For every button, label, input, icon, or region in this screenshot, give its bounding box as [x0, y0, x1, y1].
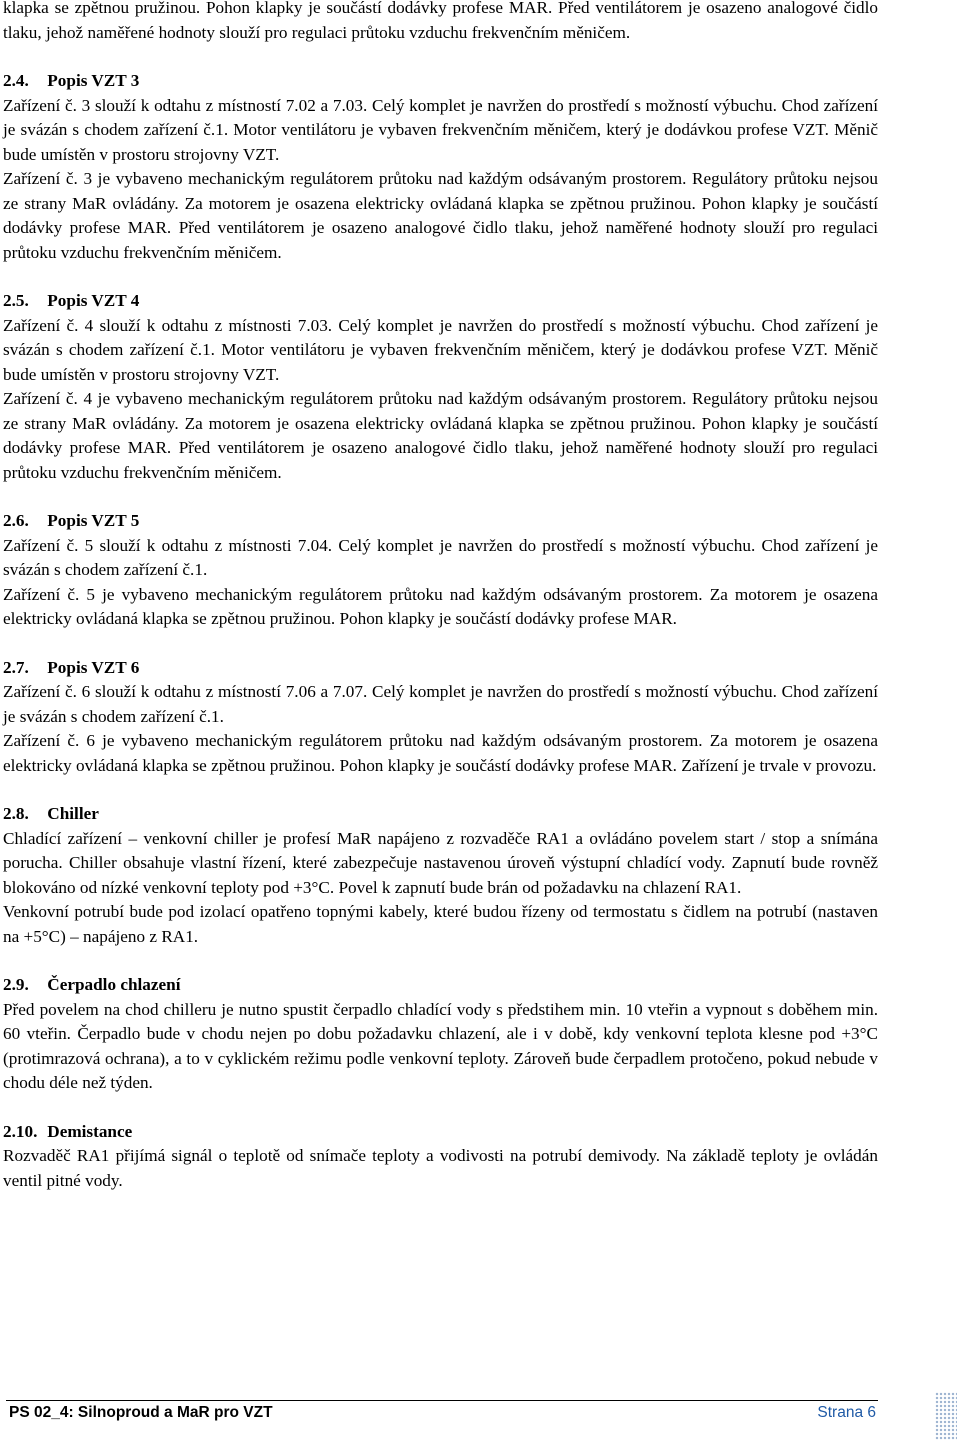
section-heading	[3, 1120, 878, 1145]
section-number: 2.7.	[3, 657, 29, 677]
footer-document-title: PS 02_4: Silnoproud a MaR pro VZT	[9, 1404, 273, 1421]
section-title: Popis VZT 3	[47, 71, 140, 90]
section-number: 2.5.	[3, 291, 29, 310]
section-number: 2.8.	[3, 804, 29, 823]
footer-page-number: Strana 6	[817, 1404, 876, 1421]
section-paragraph: Zařízení č. 5 je vybaveno mechanickým regulátorem průtoku nad každým odsávaným prostorem. Za motorem je osazena elektricky ovládaná klapka se zpětnou pružinou. Pohon klapky je součástí dodávky profese MAR.	[3, 584, 878, 628]
section-vzt4	[3, 289, 878, 485]
section-title: Demistance	[47, 1121, 133, 1141]
section-paragraph: Před povelem na chod chilleru je nutno spustit čerpadlo chladící vody s předstihem min. 10 vteřin a vypnout s doběhem min. 60 vteřin. Čerpadlo bude v chodu nejen po dobu požadavku chlazení, ale i v době, kdy venkovní teplota klesne pod +3°C (protimrazová ochrana), a to v cyklickém režimu podle venkovní teploty. Zároveň bude čerpadlem protočeno, pokud nebude v chodu déle než týden.	[3, 999, 878, 1092]
section-title: Popis VZT 6	[47, 657, 140, 677]
section-title: Chiller	[47, 804, 99, 823]
section-heading	[3, 656, 878, 681]
section-number: 2.6.	[3, 511, 29, 530]
section-title: Čerpadlo chlazení	[47, 975, 181, 994]
section-paragraph: Zařízení č. 4 slouží k odtahu z místnosti 7.03. Celý komplet je navržen do prostředí s možností výbuchu. Chod zařízení je svázán s chodem zařízení č.1. Motor ventilátoru je vybaven frekvenčním měničem, který je dodávkou profese VZT. Měnič bude umístěn v prostoru strojovny VZT.	[3, 315, 878, 384]
section-paragraph: Rozvaděč RA1 přijímá signál o teplotě od snímače teploty a vodivosti na potrubí demivody. Na základě teploty je ovládán ventil pitné vody.	[3, 1146, 878, 1190]
section-heading	[3, 69, 878, 94]
section-title: Popis VZT 4	[47, 291, 140, 310]
section-heading	[3, 973, 878, 998]
section-heading	[3, 802, 878, 827]
section-paragraph: Zařízení č. 6 je vybaveno mechanickým regulátorem průtoku nad každým odsávaným prostorem. Za motorem je osazena elektricky ovládaná klapka se zpětnou pružinou. Pohon klapky je součástí dodávky profese MAR. Zařízení je trvale v provozu.	[3, 731, 878, 775]
section-vzt6	[3, 656, 878, 779]
section-paragraph: Zařízení č. 3 je vybaveno mechanickým regulátorem průtoku nad každým odsávaným prostorem. Regulátory průtoku nejsou ze strany MaR ovládány. Za motorem je osazena elektricky ovládaná klapka se zpětnou pružinou. Pohon klapky je součástí dodávky profese MAR. Před ventilátorem je osazeno analogové čidlo tlaku, jehož naměřené hodnoty slouží pro regulaci průtoku vzduchu frekvenčním měničem.	[3, 169, 878, 262]
section-number: 2.10.	[3, 1121, 38, 1141]
section-demistance	[3, 1120, 878, 1194]
section-paragraph: Venkovní potrubí bude pod izolací opatřeno topnými kabely, které budou řízeny od termostatu s čidlem na potrubí (nastaven na +5°C) – napájeno z RA1.	[3, 902, 878, 946]
section-number: 2.9.	[3, 975, 29, 994]
section-vzt3	[3, 69, 878, 265]
section-number: 2.4.	[3, 71, 29, 90]
section-paragraph: Zařízení č. 4 je vybaveno mechanickým regulátorem průtoku nad každým odsávaným prostorem. Regulátory průtoku nejsou ze strany MaR ovládány. Za motorem je osazena elektricky ovládaná klapka se zpětnou pružinou. Pohon klapky je součástí dodávky profese MAR. Před ventilátorem je osazeno analogové čidlo tlaku, jehož naměřené hodnoty slouží pro regulaci průtoku vzduchu frekvenčním měničem.	[3, 389, 878, 482]
intro-paragraph: klapka se zpětnou pružinou. Pohon klapky je součástí dodávky profese MAR. Před ventilátorem je osazeno analogové čidlo tlaku, jehož naměřené hodnoty slouží pro regulaci průtoku vzduchu frekvenčním měničem.	[3, 0, 878, 42]
section-chiller	[3, 802, 878, 949]
page-footer	[6, 1400, 878, 1431]
section-paragraph: Zařízení č. 6 slouží k odtahu z místností 7.06 a 7.07. Celý komplet je navržen do prostředí s možností výbuchu. Chod zařízení je svázán s chodem zařízení č.1.	[3, 682, 878, 726]
section-paragraph: Zařízení č. 5 slouží k odtahu z místnosti 7.04. Celý komplet je navržen do prostředí s možností výbuchu. Chod zařízení je svázán s chodem zařízení č.1.	[3, 535, 878, 579]
section-paragraph: Zařízení č. 3 slouží k odtahu z místností 7.02 a 7.03. Celý komplet je navržen do prostředí s možností výbuchu. Chod zařízení je svázán s chodem zařízení č.1. Motor ventilátoru je vybaven frekvenčním měničem, který je dodávkou profese VZT. Měnič bude umístěn v prostoru strojovny VZT.	[3, 95, 878, 164]
section-title: Popis VZT 5	[47, 511, 140, 530]
section-heading	[3, 289, 878, 314]
section-paragraph: Chladící zařízení – venkovní chiller je profesí MaR napájeno z rozvaděče RA1 a ovládáno povelem start / stop a snímána porucha. Chiller obsahuje vlastní řízení, které zabezpečuje nastavenou úroveň výstupní chladící vody. Zapnutí bude rovněž blokováno od nízké venkovní teploty pod +3°C. Povel k zapnutí bude brán od požadavku na chlazení RA1.	[3, 828, 878, 897]
section-vzt5	[3, 509, 878, 632]
decorative-dot-pattern	[935, 1392, 957, 1440]
section-heading	[3, 509, 878, 534]
document-page	[3, 0, 878, 1193]
section-cooling-pump	[3, 973, 878, 1096]
